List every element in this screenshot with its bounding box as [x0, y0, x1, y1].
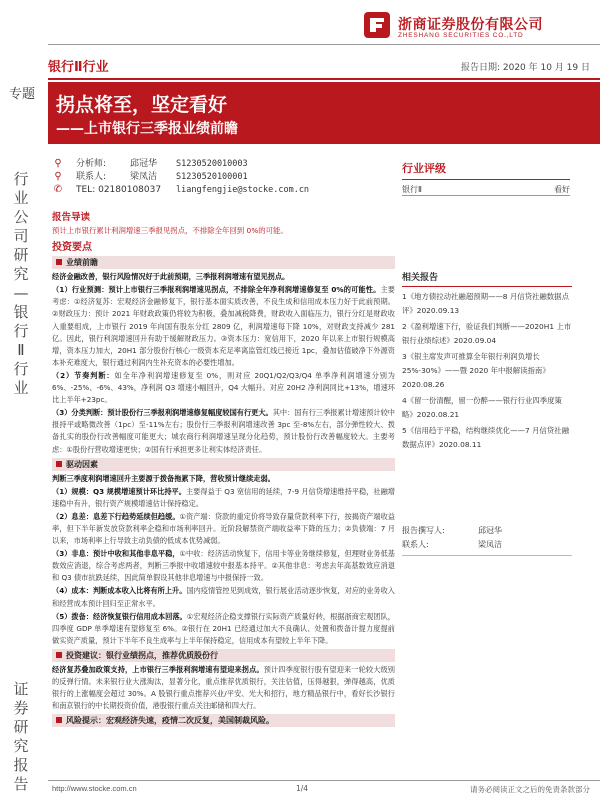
paragraph-text: 预计四季度银行股有望迎来一轮较大级别的反弹行情。未来银行业大涨淘汰，显著分化，重点推荐优质银行，关注估值，压得越狠，弹得越高，优质银行的上涨幅度会超过 30%。A 股银行重点推荐兴业/平安、光大和招行，地方精品银行中，看好长沙银行和南京银行的中长期投资价值，港股银行重点关注邮储和四大行。: [52, 664, 395, 711]
contact-name: 梁凤洁: [478, 540, 502, 549]
bullet-square-icon: [56, 461, 62, 467]
section-heading: 驱动因素: [66, 459, 98, 469]
author-divider: [402, 555, 572, 556]
paragraph-bold: （2）息差：息差下行趋势延续但趋缓。: [52, 511, 180, 521]
paragraph-bold: （3）分类判断：预计股份行三季报利润增速修复幅度较国有行更大。: [52, 408, 273, 418]
paragraph-text: 主要考虑：①经济复苏：宏观经济金融修复下，银行基本面实质改善，不良生成和信用成本压力好于此前预期。②财政压力：预计 2021 年财政政策仍将较为积极，叠加减税降费，财政收入面临压力，银行分红是财政收入重要组成，上市银行 2019 年向国有股东分红 2809 亿，利润增速每下降 10%，对财政支持减少 281 亿。因此，银行利润增速回升有助于缓解财政压力。③资本压力：宽信用下，2020 年以来上市银行规模高增，资本压力加大，20H1 部分股份行核心一级资本充足率离监管红线已接近 1pc，叠加估值破净下外源资本补充难度大，银行通过利润内生补充资本的必要性增加。: [52, 285, 395, 367]
paragraph-bold: （5）拨备：经济恢复银行信用成本回落。: [52, 611, 187, 621]
phone-number: TEL: 02180108037: [76, 185, 162, 195]
rating-row: [402, 180, 570, 196]
report-body: [52, 212, 395, 729]
paragraph-bold: （1）行业预测：预计上市银行三季报利润增速见拐点，不排除全年净利润增速修复至 0%的可能性。: [52, 285, 381, 295]
rating-title: 行业评级: [402, 160, 570, 180]
paragraph: [52, 585, 395, 609]
page-number: 1/4: [296, 784, 309, 793]
paragraph-text: 主要得益于 Q3 宽信用的延续，7-9 月信贷增速维持平稳，社融增速稳中有升，银行资产规模增速估计保持稳定。: [52, 486, 395, 508]
paragraph-bold: （2）节奏判断：: [52, 370, 115, 380]
section-heading: 业绩前瞻: [66, 258, 98, 268]
bullet-square-icon: [56, 652, 62, 658]
contact-name: 梁凤洁: [130, 172, 158, 182]
paragraph-text: 如全年净利润增速修复至 0%，则对应 20Q1/Q2/Q3/Q4 单季净利润增速分别为 6%、-25%、-6%、43%，净利润 Q3 增速小幅回升，Q4 大幅升。对应 20H2 净利润同比+13%，增速环比上半年+23pc。: [52, 370, 395, 405]
section-bar: [52, 256, 395, 269]
page-subtitle: ——上市银行三季报业绩前瞻: [56, 121, 238, 137]
title-banner: [48, 82, 600, 144]
paragraph: [52, 548, 395, 584]
analyst-row: [52, 158, 312, 171]
analyst-name: 邱冠华: [130, 159, 158, 169]
sidebar-report-label: 证券研究报告: [13, 680, 29, 793]
paragraph: [52, 611, 395, 647]
paragraph: [52, 370, 395, 406]
key-points-heading: 投资要点: [52, 242, 92, 254]
person-icon: ⚲: [54, 171, 62, 182]
related-reports-title: 相关报告: [402, 270, 572, 287]
bullet-square-icon: [56, 259, 62, 265]
related-report-item[interactable]: 3《银主席发声可推算全年银行利润负增长 25%-30%》——暨 2020 年中报解读指南》2020.08.26: [402, 352, 550, 389]
paragraph-lead: 经济金融改善，银行风险情况好于此前预期，三季报利润增速有望见拐点。: [52, 272, 290, 282]
section-bar: [52, 649, 395, 662]
rating-value: 看好: [554, 185, 570, 194]
report-date: 报告日期: 2020 年 10 月 19 日: [460, 63, 590, 73]
author-label: 报告撰写人:: [402, 526, 445, 535]
paragraph-bold: （3）非息：预计中收和其他非息平稳，: [52, 549, 180, 559]
sidebar-category-label: 行业公司研究—银行Ⅱ行业: [13, 170, 29, 397]
section-bar: [52, 458, 395, 471]
related-report-item[interactable]: 1《地方债拉动社融超预期——8 月信贷社融数据点评》2020.09.13: [402, 292, 569, 315]
sidebar: [0, 0, 42, 800]
industry-tag: 银行Ⅱ行业: [48, 60, 109, 75]
paragraph-bold: （4）成本：判断成本收入比将有所上升。: [52, 586, 187, 596]
guide-heading: 报告导读: [52, 212, 91, 223]
related-report-item[interactable]: 4《留一份清醒，留一份醉——银行行业四季度策略》2020.08.21: [402, 396, 562, 419]
footer-url-link[interactable]: http://www.stocke.com.cn: [52, 784, 137, 793]
analyst-role: 分析师:: [76, 159, 107, 169]
page-title: 拐点将至，坚定看好: [56, 94, 228, 116]
paragraph-text: ①宏观经济企稳支撑银行实际资产质量好转，根据浙商宏观团队，四季度 GDP 单季增速有望修复至 6%。②银行在 20H1 已经通过加大不良确认、处置和拨备计提力度提前做实资产质量，预计下半年不良生成率与上半年保持稳定，信用成本有望较上半年下降。: [52, 611, 395, 645]
analyst-code: S1230520010003: [176, 159, 248, 169]
paragraph-text: 国内疫情管控见到成效，银行展业活动逐步恢复，对应的业务收入和经营成本预计回归至正常水平。: [52, 586, 395, 608]
report-type-label: 专题: [8, 87, 35, 102]
disclaimer-note: 请务必阅读正文之后的免责条款部分: [470, 785, 590, 794]
footer-divider: [48, 780, 600, 781]
logo-chinese-name: 浙商证券股份有限公司: [398, 17, 543, 33]
rating-industry: 银行Ⅱ: [402, 185, 422, 194]
paragraph-lead: 判断三季度利润增速回升主要源于拨备拖累下降，营收预计继续走弱。: [52, 473, 275, 483]
paragraph-text: 其中：国有行三季报累计增速预计较中报持平或略微改善（1pc）至-11%左右；股份行三季报利润增速改善 3pc 至-8%左右，部分弹性较大、拨备扎实的股份行改善幅度可能更大；城农商行利润增速呈现分化趋势，预计股份行改善幅度较大。主要考虑：①股份行营收增速更快；②国有行承担更多让利实体经济责任。: [52, 408, 395, 454]
contact-row: [402, 538, 572, 552]
paragraph: [52, 284, 395, 369]
paragraph-text: ①资产端：贷款的重定价将导致存量贷款利率下行，按揭资产端收益率，但下半年新发放贷款利率企稳和市场利率回升。近阶段解禁资产端收益率下降的压力；②负债端：7 月以来，市场利率上行导致主动负债的低成本优势减弱。: [52, 511, 395, 546]
related-report-item[interactable]: 2《盈利增速下行，验证我们判断——2020H1 上市银行业绩综述》2020.09.04: [402, 322, 572, 345]
paragraph-bold: （1）规模：Q3 规模增速预计环比持平。: [52, 486, 186, 496]
contact-code: S1230520100001: [176, 172, 248, 182]
phone-email-row: [52, 184, 312, 197]
paragraph: [52, 486, 395, 510]
email-address[interactable]: liangfengjie@stocke.com.cn: [176, 185, 310, 195]
title-divider: [48, 78, 600, 80]
related-reports: [402, 270, 572, 454]
guide-text: 预计上市银行累计利润增速三季报见拐点，不排除全年回到 0%的可能。: [52, 226, 288, 236]
contact-role: 联系人:: [76, 172, 107, 182]
contact-person-row: [52, 171, 312, 184]
report-author-box: [402, 524, 572, 556]
paragraph: [52, 664, 395, 712]
company-logo: [362, 10, 592, 44]
person-icon: ⚲: [54, 158, 62, 169]
author-name: 邱冠华: [478, 526, 502, 535]
related-report-item[interactable]: 5《信用趋于平稳，结构继续优化——7 月信贷社融数据点评》2020.08.11: [402, 426, 569, 449]
header-divider: [48, 44, 600, 45]
logo-mark-icon: [362, 10, 392, 40]
industry-rating-box: [402, 160, 570, 196]
bullet-square-icon: [56, 717, 62, 723]
paragraph-text: ①中收：经济活动恢复下，信用卡等业务继续修复，但理财业务低基数效应消退，综合考虑两者，判断三季报中收增速较中报基本持平。②其他非息：考虑去年高基数效应消退和 Q3 债市抗跌延续，因此简单假设其他非息增速与中报保持一致。: [52, 549, 395, 583]
paragraph: [52, 511, 395, 547]
phone-icon: ✆: [53, 184, 63, 195]
paragraph: [52, 407, 395, 455]
section-heading: 投资建议：银行业绩拐点，推荐优质股份行: [66, 650, 218, 660]
logo-english-name: ZHESHANG SECURITIES CO.,LTD: [398, 32, 524, 39]
paragraph-bold: 经济复苏叠加政策支持，上市银行三季报利润增速有望迎来拐点。: [52, 664, 264, 674]
contact-label: 联系人:: [402, 540, 429, 549]
section-bar: [52, 714, 395, 727]
author-row: [402, 524, 572, 538]
section-heading: 风险提示：宏观经济失速，疫情二次反复，美国制裁风险。: [66, 716, 274, 726]
